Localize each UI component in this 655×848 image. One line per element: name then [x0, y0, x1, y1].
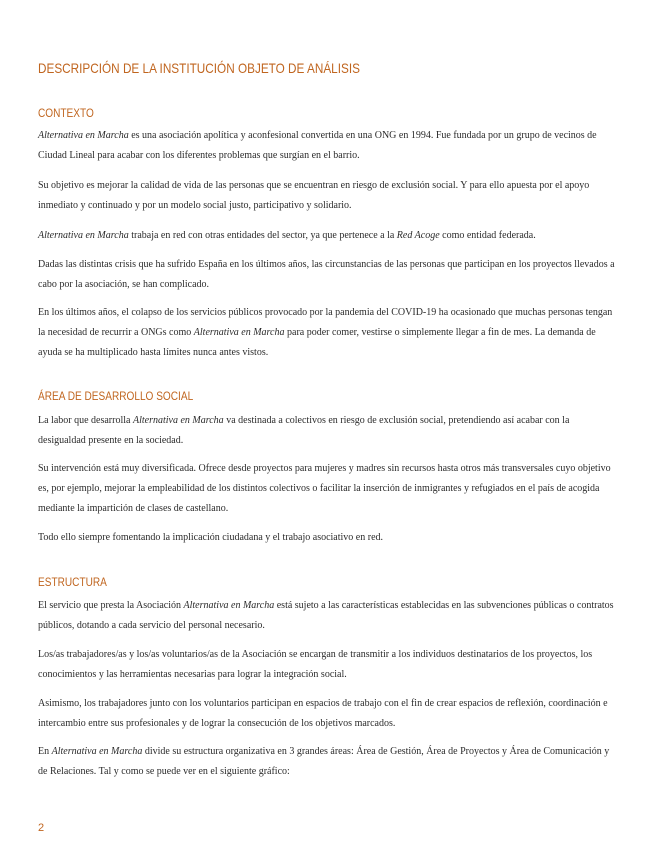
paragraph-text: Su objetivo es mejorar la calidad de vida de las personas que se encuentran en riesgo de exclusión social. Y para ello apuesta por el apoyo inmediato y continuado y por un modelo social justo, participativo y solidario.	[38, 180, 590, 211]
page-title: DESCRIPCIÓN DE LA INSTITUCIÓN OBJETO DE ANÁLISIS	[38, 60, 360, 76]
paragraph-text: La labor que desarrolla	[38, 415, 133, 426]
paragraph	[38, 645, 618, 685]
paragraph	[38, 303, 618, 363]
paragraph-text: para poder comer, vestirse o simplemente llegar a fin de mes. La demanda de ayuda se ha multiplicado hasta límites nunca antes vistos.	[38, 327, 596, 358]
paragraph	[38, 596, 618, 636]
org-name: Alternativa en Marcha	[38, 230, 129, 241]
paragraph	[38, 459, 618, 519]
section-heading-contexto: CONTEXTO	[38, 106, 94, 120]
org-name: Alternativa en Marcha	[51, 746, 143, 757]
page-number: 2	[38, 822, 45, 834]
paragraph-text: es una asociación apolítica y aconfesional convertida en una ONG en 1994. Fue fundada por un grupo de vecinos de Ciudad Lineal para acabar con los diferentes problemas que surgían en el barrio.	[38, 130, 597, 161]
section-heading-estructura: ESTRUCTURA	[38, 575, 107, 589]
paragraph-text: como entidad federada.	[439, 230, 536, 241]
paragraph-text: va destinada a colectivos en riesgo de exclusión social, pretendiendo así acabar con la desigualdad presente en la sociedad.	[38, 415, 570, 446]
org-name: Alternativa en Marcha	[183, 600, 275, 611]
network-name: Red Acoge	[396, 230, 440, 241]
paragraph-text: Dadas las distintas crisis que ha sufrido España en los últimos años, las circunstancias de las personas que participan en los proyectos llevados a cabo por la asociación, se han complicado.	[38, 259, 615, 290]
paragraph	[38, 226, 618, 246]
org-name: Alternativa en Marcha	[193, 327, 285, 338]
org-name: Alternativa en Marcha	[132, 415, 224, 426]
section-heading-area-desarrollo-social: ÁREA DE DESARROLLO SOCIAL	[38, 389, 194, 403]
paragraph-text: divide su estructura organizativa en 3 grandes áreas: Área de Gestión, Área de Proyectos y Área de Comunicación y de Relaciones. Tal y como se puede ver en el siguiente gráfico:	[38, 746, 610, 777]
paragraph	[38, 411, 618, 451]
paragraph-text: está sujeto a las características establecidas en las subvenciones públicas o contratos públicos, dotando a cada servicio del personal necesario.	[38, 600, 614, 631]
org-name: Alternativa en Marcha	[38, 130, 129, 141]
paragraph-text: Todo ello siempre fomentando la implicación ciudadana y el trabajo asociativo en red.	[38, 532, 384, 543]
paragraph-text: El servicio que presta la Asociación	[38, 600, 184, 611]
paragraph	[38, 126, 618, 166]
paragraph	[38, 694, 618, 734]
paragraph-text: Su intervención está muy diversificada. Ofrece desde proyectos para mujeres y madres sin recursos hasta otros más transversales cuyo objetivo es, por ejemplo, mejorar la empleabilidad de los distintos colectivos o facilitar la inserción de inmigrantes y refugiados en el país de acogida mediante la impartición de clases de castellano.	[38, 463, 611, 514]
paragraph-text: En los últimos años, el colapso de los servicios públicos provocado por la pandemia del COVID-19 ha ocasionado que muchas personas tengan la necesidad de recurrir a ONGs como	[38, 307, 613, 338]
paragraph	[38, 176, 618, 216]
paragraph-text: trabaja en red con otras entidades del sector, ya que pertenece a la	[128, 230, 397, 241]
paragraph	[38, 742, 618, 782]
paragraph-text: Asimismo, los trabajadores junto con los voluntarios participan en espacios de trabajo con el fin de crear espacios de reflexión, coordinación e intercambio entre sus profesionales y de lograr la consecución de los objetivos marcados.	[38, 698, 608, 729]
paragraph	[38, 528, 618, 548]
paragraph-text: En	[38, 746, 52, 757]
paragraph	[38, 255, 618, 295]
paragraph-text: Los/as trabajadores/as y los/as voluntarios/as de la Asociación se encargan de transmitir a los individuos destinatarios de los proyectos, los conocimientos y las herramientas necesarias para lograr la integración social.	[38, 649, 593, 680]
